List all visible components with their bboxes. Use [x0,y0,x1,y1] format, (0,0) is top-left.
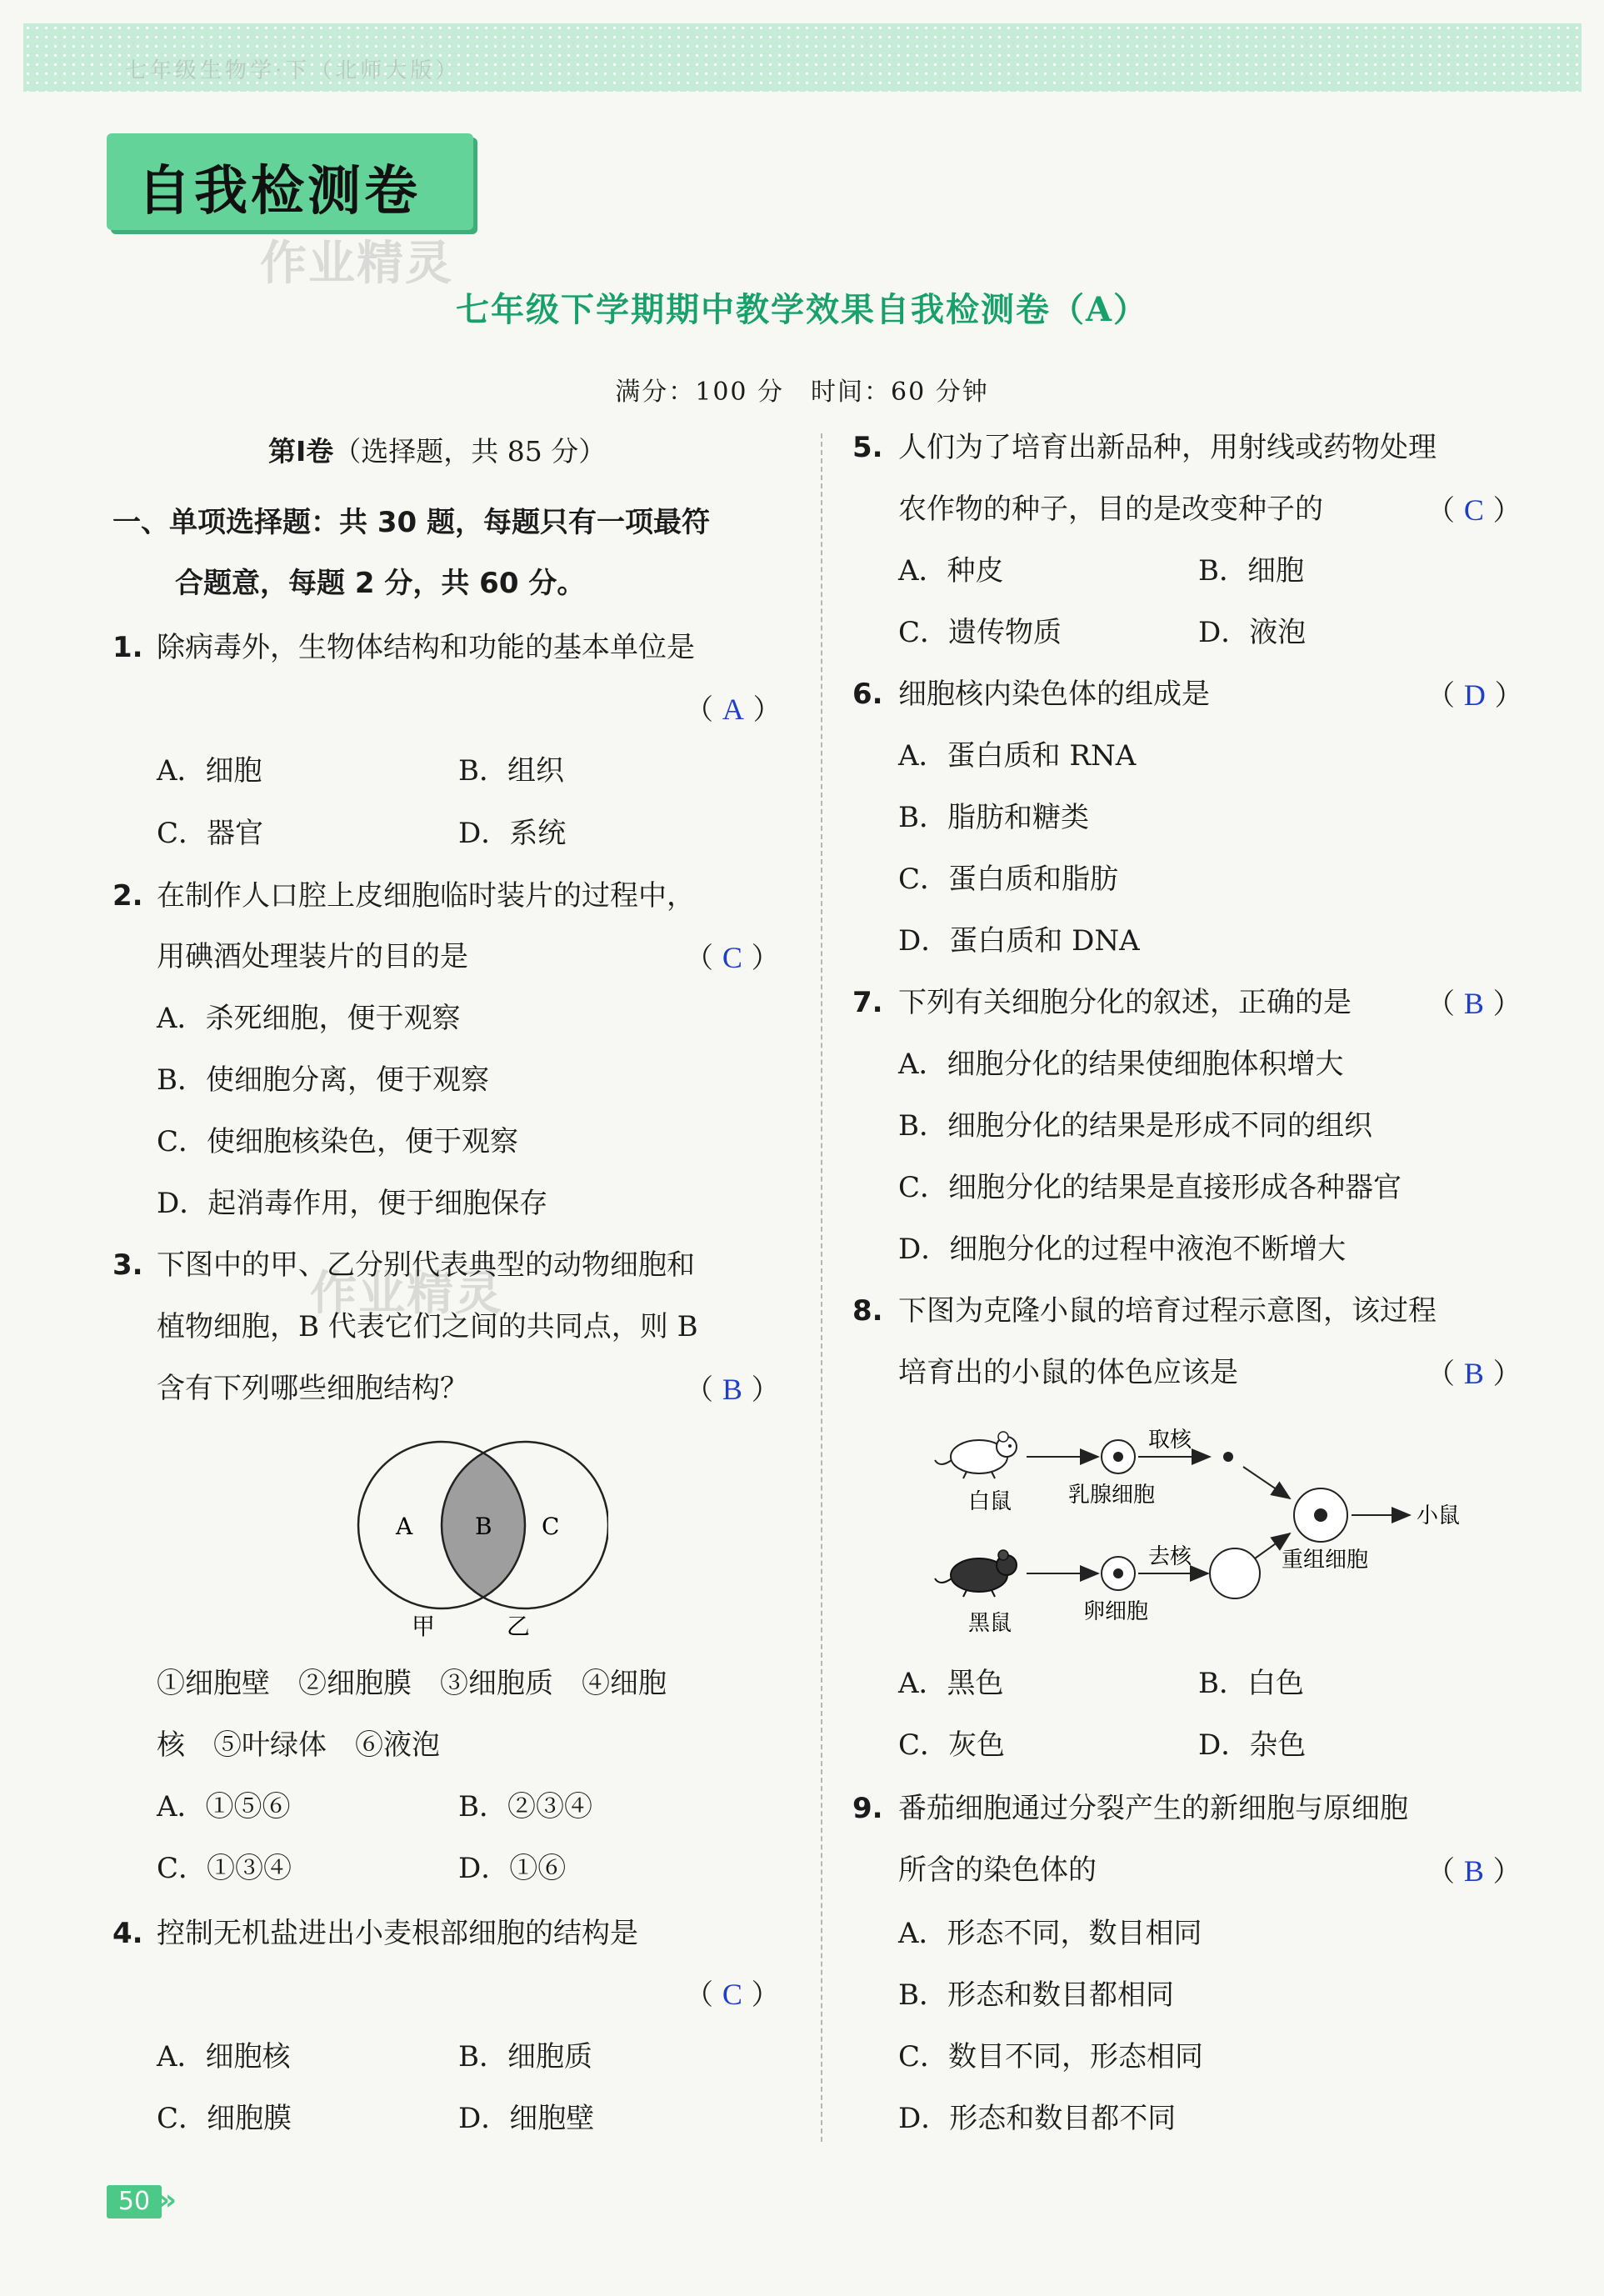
option: C．灰色 [898,1728,1006,1762]
option: B．细胞 [1198,554,1304,588]
venn-label-c: C [542,1513,560,1540]
option: C．使细胞核染色，便于观察 [157,1125,519,1158]
question-text: 在制作人口腔上皮细胞临时装片的过程中， [157,879,695,913]
answer-bracket: （ B ） [1427,1357,1522,1391]
recombined-cell-icon [1294,1488,1347,1542]
venn-label-yi: 乙 [507,1613,531,1640]
question-number: 6. [852,678,883,711]
diagram-label-mammary-cell: 乳腺细胞 [1068,1483,1156,1508]
option: C．①③④ [157,1852,292,1885]
column-divider [821,433,822,2142]
option: A．蛋白质和 RNA [898,739,1137,773]
page-number: 50 [107,2185,162,2218]
answer-letter: B [722,1373,742,1406]
option: C．细胞膜 [157,2102,292,2135]
option: C．数目不同，形态相同 [898,2040,1204,2073]
question-number: 5. [852,431,883,464]
part-subtitle: （选择题，共 85 分） [333,435,607,468]
option: B．形态和数目都相同 [898,1978,1174,2012]
option: B．②③④ [458,1790,592,1823]
watermark: 作业精灵 [260,237,453,291]
question-text: 培育出的小鼠的体色应该是 [898,1356,1238,1389]
answer-letter: B [1463,1357,1484,1390]
option: C．遗传物质 [898,616,1062,649]
option: D．起消毒作用，便于细胞保存 [157,1187,548,1220]
option: B．组织 [458,754,564,788]
question-text: 所含的染色体的 [898,1853,1097,1887]
question-number: 1. [112,631,143,664]
nucleus-dot [1223,1452,1233,1462]
option: B．使细胞分离，便于观察 [157,1063,489,1097]
section-banner-text: 自我检测卷 [137,161,421,223]
option: D．形态和数目都不同 [898,2102,1177,2135]
answer-letter: B [1463,1854,1484,1888]
option: A．形态不同，数目相同 [898,1917,1202,1950]
structure-list: ①细胞壁 ②细胞膜 ③细胞质 ④细胞 [157,1667,667,1700]
diagram-label-white-mouse: 白鼠 [968,1489,1012,1514]
diagram-label-baby-mouse: 小鼠 [1417,1503,1461,1528]
answer-bracket: （ C ） [685,941,780,975]
header-band-text: 七年级生物学·下（北师大版） [125,58,461,83]
option: D．系统 [458,817,567,850]
question-text: 下列有关细胞分化的叙述，正确的是 [898,986,1352,1019]
part-heading [268,435,606,468]
option: D．①⑥ [458,1852,567,1885]
answer-bracket: （ D ） [1427,678,1523,713]
black-mouse-icon [935,1550,1017,1597]
option: A．杀死细胞，便于观察 [157,1002,461,1035]
question-text: 人们为了培育出新品种，用射线或药物处理 [898,431,1437,464]
answer-bracket: （ C ） [685,1978,780,2012]
answer-letter: B [1463,987,1484,1020]
option: D．细胞分化的过程中液泡不断增大 [898,1233,1347,1266]
option: C．器官 [157,817,264,850]
chevron-right-icon: » [158,2183,177,2217]
option: A．种皮 [898,554,1004,588]
question-number: 2. [112,879,143,913]
exam-meta: 满分：100 分 时间：60 分钟 [615,378,989,407]
question-text: 农作物的种子，目的是改变种子的 [898,493,1323,526]
answer-letter: C [722,1978,742,2011]
question-text: 植物细胞，B 代表它们之间的共同点，则 B [157,1310,698,1343]
option: D．蛋白质和 DNA [898,924,1140,958]
diagram-label-take-nucleus: 取核 [1148,1428,1192,1453]
cloning-diagram [933,1417,1500,1642]
question-text: 控制无机盐进出小麦根部细胞的结构是 [157,1917,638,1950]
white-mouse-icon [935,1432,1017,1478]
option: D．细胞壁 [458,2102,595,2135]
mammary-cell-icon [1102,1440,1135,1473]
answer-bracket: （ C ） [1427,493,1522,528]
answer-bracket: （ B ） [685,1373,780,1407]
option: A．细胞核 [157,2040,291,2073]
venn-label-b: B [475,1513,492,1540]
question-number: 4. [112,1917,143,1950]
option: A．黑色 [898,1667,1004,1700]
answer-bracket: （ B ） [1427,1854,1522,1888]
option: A．细胞 [157,754,262,788]
question-text: 番茄细胞通过分裂产生的新细胞与原细胞 [898,1792,1408,1825]
option: B．脂肪和糖类 [898,801,1089,834]
question-number: 7. [852,986,883,1019]
instruction-line: 合题意，每题 2 分，共 60 分。 [175,567,586,600]
question-number: 8. [852,1294,883,1328]
diagram-label-black-mouse: 黑鼠 [968,1611,1012,1636]
diagram-label-remove-nucleus: 去核 [1148,1544,1192,1569]
answer-bracket: （ B ） [1427,987,1522,1021]
option: B．白色 [1198,1667,1304,1700]
answer-letter: D [1463,678,1486,712]
venn-label-jia: 甲 [412,1613,436,1640]
option: D．液泡 [1198,616,1307,649]
question-text: 下图中的甲、乙分别代表典型的动物细胞和 [157,1248,695,1282]
option: B．细胞质 [458,2040,592,2073]
answer-letter: C [1463,493,1484,527]
watermark: 作业精灵 [310,1267,503,1321]
page-title: 七年级下学期期中教学效果自我检测卷（A） [455,290,1149,329]
arrow [1243,1467,1290,1498]
question-text: 下图为克隆小鼠的培育过程示意图，该过程 [898,1294,1437,1328]
question-text: 除病毒外，生物体结构和功能的基本单位是 [157,631,695,664]
question-text: 用碘酒处理装片的目的是 [157,940,468,973]
answer-letter: A [722,693,744,726]
structure-list: 核 ⑤叶绿体 ⑥液泡 [157,1728,440,1762]
option: A．①⑤⑥ [157,1790,291,1823]
option: A．细胞分化的结果使细胞体积增大 [898,1048,1344,1081]
venn-label-a: A [396,1513,413,1540]
answer-bracket: （ A ） [685,693,782,727]
question-text: 细胞核内染色体的组成是 [898,678,1210,711]
enucleated-egg-icon [1210,1548,1260,1598]
option: C．细胞分化的结果是直接形成各种器官 [898,1171,1402,1204]
diagram-label-egg-cell: 卵细胞 [1083,1599,1149,1624]
option: C．蛋白质和脂肪 [898,863,1119,896]
egg-cell-icon [1102,1557,1135,1590]
question-number: 3. [112,1248,143,1282]
venn-diagram [333,1433,608,1642]
answer-letter: C [722,941,742,974]
instruction-line: 一、单项选择题：共 30 题，每题只有一项最符 [112,506,710,539]
diagram-label-recombined-cell: 重组细胞 [1282,1548,1369,1573]
question-text: 含有下列哪些细胞结构？ [157,1372,468,1405]
option: B．细胞分化的结果是形成不同的组织 [898,1109,1372,1143]
option: D．杂色 [1198,1728,1307,1762]
question-number: 9. [852,1792,883,1825]
part-title: 第Ⅰ卷 [268,435,334,468]
